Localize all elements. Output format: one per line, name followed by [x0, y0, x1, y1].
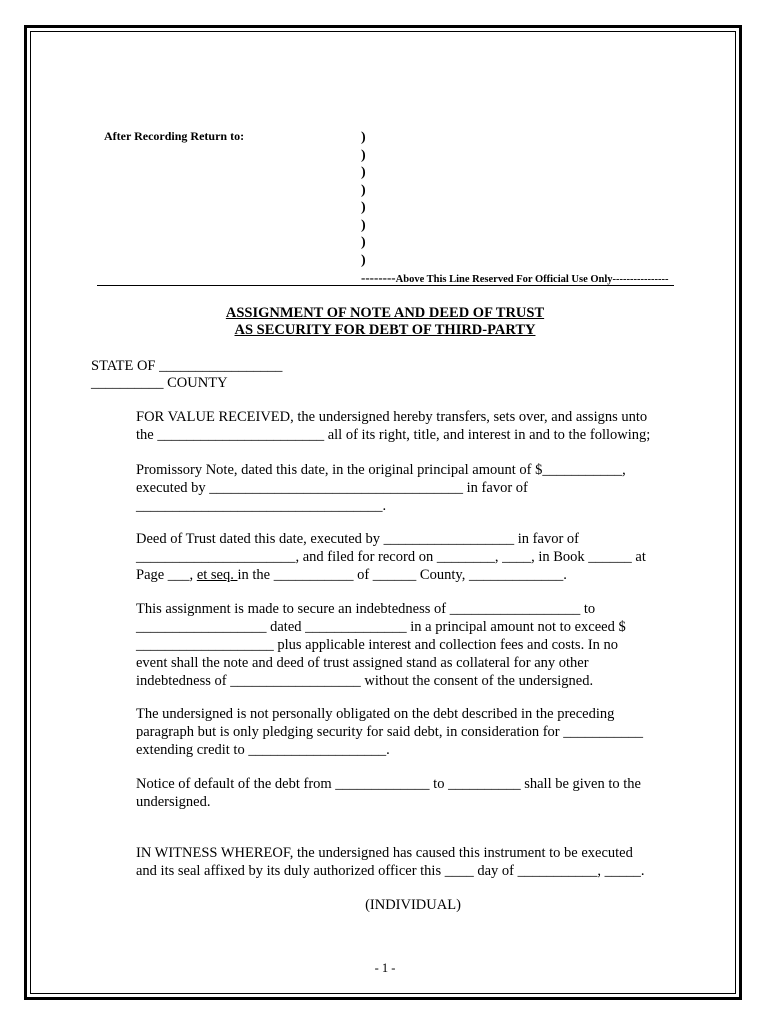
paragraph-consideration — [136, 408, 650, 444]
text-line: ______________________, and filed for record on ________, ____, in Book ______ at — [136, 549, 646, 565]
text-line: paragraph but is only pledging security for said debt, in consideration for ___________ — [136, 724, 643, 740]
paragraph-deed-of-trust — [136, 530, 646, 584]
text-line: event shall the note and deed of trust assigned stand as collateral for any other — [136, 655, 589, 671]
text-line: Promissory Note, dated this date, in the original principal amount of $___________, — [136, 462, 626, 478]
paragraph-witness-whereof — [136, 844, 644, 880]
paren: ) — [361, 252, 366, 268]
text-line: undersigned. — [136, 794, 211, 810]
document-title-line1: ASSIGNMENT OF NOTE AND DEED OF TRUST — [225, 305, 545, 321]
text-segment: in the ___________ of ______ County, _____________. — [237, 567, 567, 583]
text-line: FOR VALUE RECEIVED, the undersigned hereby transfers, sets over, and assigns unto — [136, 409, 648, 425]
et-seq-text: et seq. — [196, 567, 238, 583]
text-line: executed by ___________________________________ in favor of — [136, 480, 528, 496]
text-line: ___________________ plus applicable interest and collection fees and costs. In no — [136, 637, 619, 653]
paren: ) — [361, 130, 366, 145]
state-line: STATE OF _________________ — [91, 358, 283, 374]
text-line: IN WITNESS WHEREOF, the undersigned has caused this instrument to be executed — [136, 845, 633, 861]
paren-column — [361, 129, 366, 269]
paren: ) — [361, 217, 366, 233]
header-divider — [97, 285, 674, 286]
official-use-line — [361, 270, 669, 286]
paragraph-promissory-note — [136, 461, 626, 515]
text-segment: Page ___, — [136, 567, 197, 583]
reserved-trailing: ---------------- — [612, 274, 669, 285]
paragraph-notice-of-default — [136, 775, 641, 811]
paren: ) — [361, 165, 366, 180]
reserved-text: Above This Line Reserved For Official Use Only — [395, 274, 613, 285]
reserved-dashes: -------- — [361, 270, 396, 285]
text-line: the _______________________ all of its right, title, and interest in and to the following; — [136, 427, 651, 443]
paren: ) — [361, 147, 366, 163]
text-line: The undersigned is not personally obligated on the debt described in the preceding — [136, 706, 615, 722]
text-line: This assignment is made to secure an indebtedness of __________________ to — [136, 601, 596, 617]
text-line: Notice of default of the debt from _____________ to __________ shall be given to the — [136, 776, 641, 792]
text-line — [136, 566, 646, 584]
text-line: __________________ dated ______________ in a principal amount not to exceed $ — [136, 619, 626, 635]
text-line: __________________________________. — [136, 498, 387, 514]
paragraph-not-obligated — [136, 705, 643, 759]
text-line: indebtedness of __________________ without the consent of the undersigned. — [136, 673, 594, 689]
text-line: Deed of Trust dated this date, executed by __________________ in favor of — [136, 531, 579, 547]
text-line: extending credit to ___________________. — [136, 742, 390, 758]
page-number: - 1 - — [374, 961, 396, 975]
text-line: and its seal affixed by its duly authorized officer this ____ day of ___________, _____. — [136, 863, 645, 879]
paren: ) — [361, 200, 366, 215]
individual-label: (INDIVIDUAL) — [365, 897, 461, 913]
county-line: __________ COUNTY — [91, 375, 228, 391]
paragraph-indebtedness — [136, 600, 626, 690]
document-title-line2: AS SECURITY FOR DEBT OF THIRD-PARTY — [234, 322, 536, 338]
paren: ) — [361, 235, 366, 250]
return-to-label: After Recording Return to: — [104, 129, 245, 143]
paren: ) — [361, 182, 366, 198]
